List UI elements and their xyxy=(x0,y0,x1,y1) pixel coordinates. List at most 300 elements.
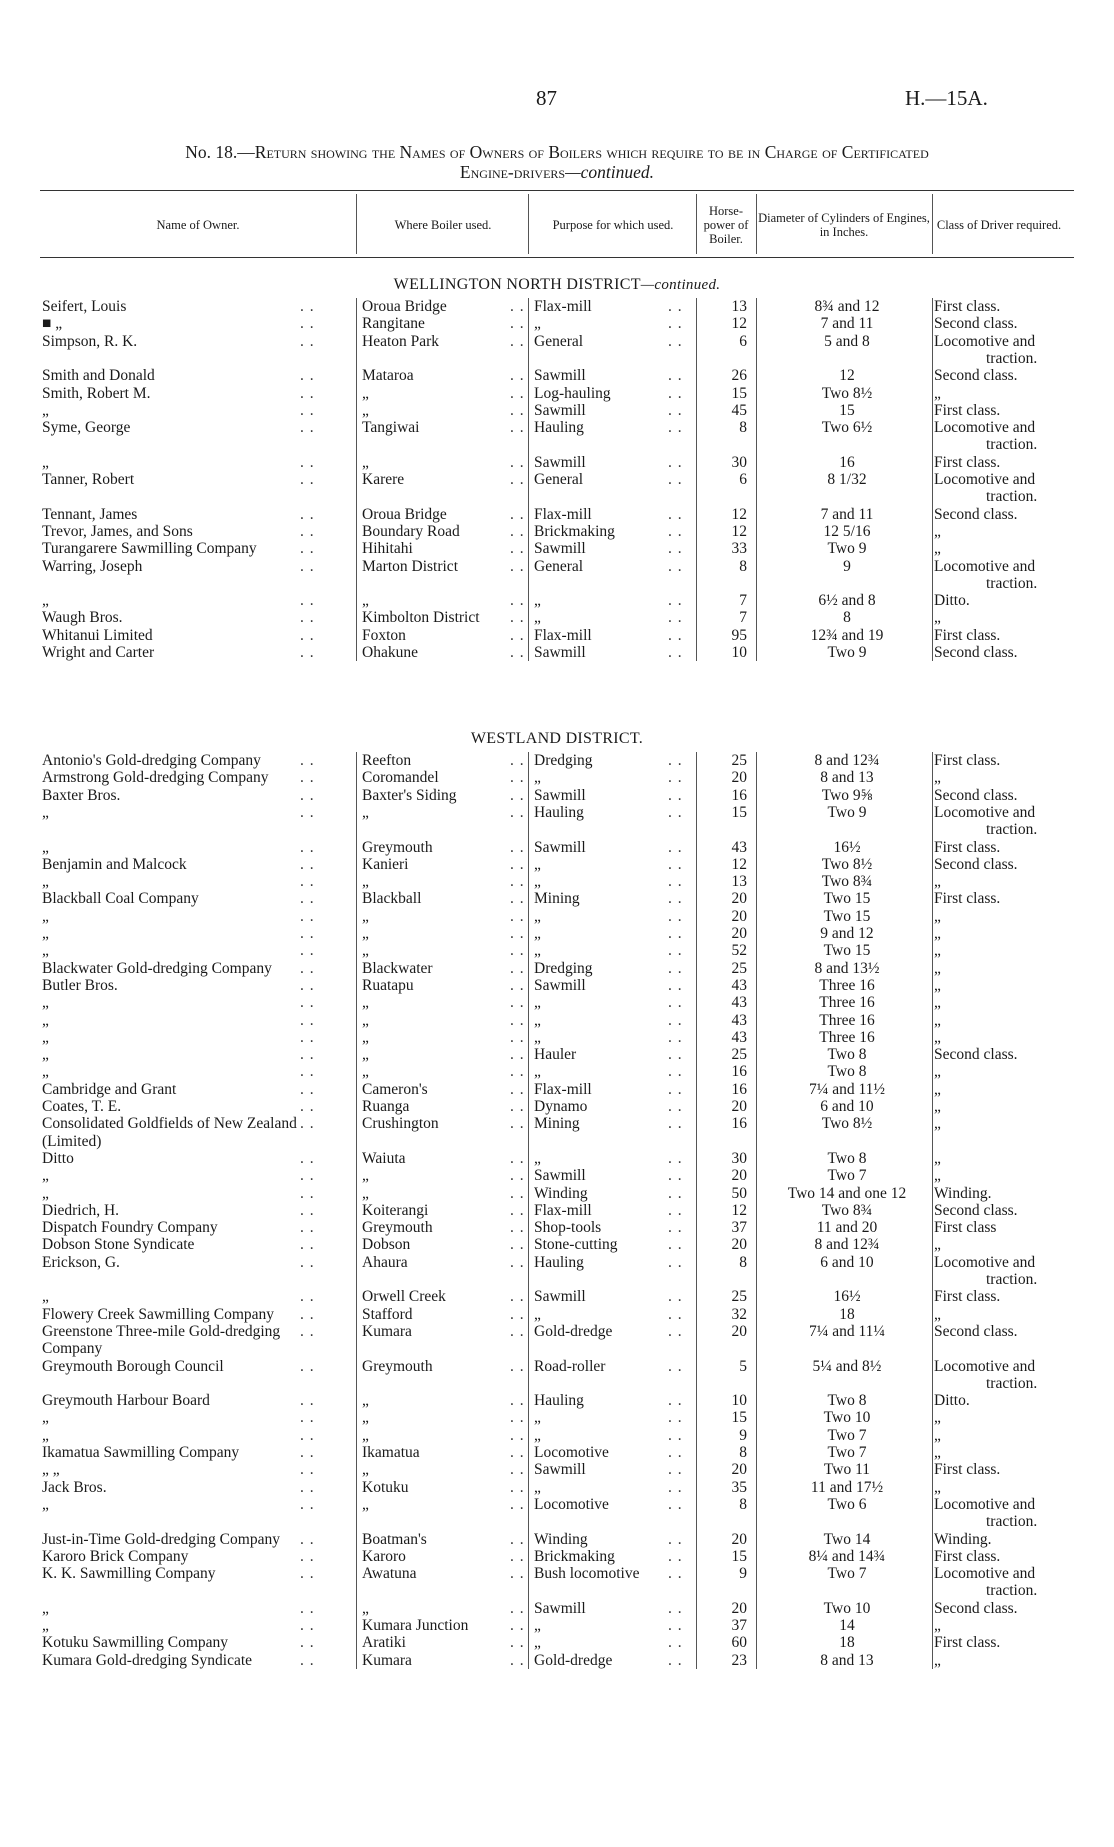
table-row xyxy=(0,1254,1114,1271)
boiler-purpose: Shop-tools xyxy=(534,1219,602,1237)
leader-dots: . . xyxy=(668,609,683,627)
leader-dots: . . xyxy=(510,1115,525,1133)
column-divider xyxy=(696,298,697,661)
horse-power: 20 xyxy=(731,890,747,908)
cylinder-diameter: Two 7 xyxy=(827,1167,867,1185)
leader-dots: . . xyxy=(510,907,525,925)
boiler-purpose: Flax-mill xyxy=(534,1080,592,1098)
owner-name: Karoro Brick Company xyxy=(42,1547,189,1565)
cylinder-diameter: 12 xyxy=(839,367,855,385)
leader-dots: . . xyxy=(668,1063,683,1081)
driver-class: Winding. xyxy=(934,1530,992,1548)
cylinder-diameter: Two 8¾ xyxy=(821,873,873,891)
boiler-purpose: Winding xyxy=(534,1184,588,1202)
cylinder-diameter: 12¾ and 19 xyxy=(810,626,884,644)
boiler-location: Greymouth xyxy=(362,838,433,856)
leader-dots: . . xyxy=(300,976,315,994)
horse-power: 30 xyxy=(731,453,747,471)
boiler-location: Tangiwai xyxy=(362,419,420,437)
driver-class: Second class. xyxy=(934,1201,1018,1219)
cylinder-diameter: 5¼ and 8½ xyxy=(812,1357,882,1375)
owner-name: Seifert, Louis xyxy=(42,298,127,315)
owner-name: Greenstone Three-mile Gold-dredging xyxy=(42,1322,281,1340)
column-divider xyxy=(756,752,757,1669)
cylinder-diameter: Two 6 xyxy=(827,1495,867,1513)
leader-dots: . . xyxy=(300,1409,315,1427)
owner-name: „ xyxy=(42,401,49,419)
leader-dots: . . xyxy=(668,332,683,350)
boiler-location: Cameron's xyxy=(362,1080,428,1098)
leader-dots: . . xyxy=(668,838,683,856)
leader-dots: . . xyxy=(668,419,683,437)
header-column-divider xyxy=(528,194,529,254)
col-header-purpose: Purpose for which used. xyxy=(552,218,674,232)
leader-dots: . . xyxy=(300,1357,315,1375)
cylinder-diameter: Three 16 xyxy=(819,976,875,994)
leader-dots: . . xyxy=(668,1098,683,1115)
leader-dots: . . xyxy=(668,1046,683,1064)
leader-dots: . . xyxy=(300,1426,315,1444)
owner-name: Baxter Bros. xyxy=(42,786,121,804)
leader-dots: . . xyxy=(668,1184,683,1202)
leader-dots: . . xyxy=(300,1305,315,1323)
owner-name: Dobson Stone Syndicate xyxy=(42,1236,195,1254)
col-header-diameter: Diameter of Cylinders of Engines, in Inches. xyxy=(758,211,930,239)
boiler-location: „ xyxy=(362,592,369,610)
table-row xyxy=(0,1531,1114,1548)
boiler-purpose: „ xyxy=(534,1478,541,1496)
cylinder-diameter: Two 9⅝ xyxy=(821,786,873,804)
driver-class: Locomotive and xyxy=(934,803,1036,821)
horse-power: 20 xyxy=(731,769,747,787)
owner-name: „ xyxy=(42,1167,49,1185)
driver-class: „ xyxy=(934,384,941,402)
driver-class: „ xyxy=(934,907,941,925)
owner-name: „ xyxy=(42,1617,49,1634)
driver-class: First class. xyxy=(934,453,1001,471)
boiler-purpose: Dynamo xyxy=(534,1098,588,1115)
leader-dots: . . xyxy=(668,298,683,315)
boiler-location: Mataroa xyxy=(362,367,414,385)
boiler-purpose: Hauling xyxy=(534,1392,584,1410)
leader-dots: . . xyxy=(510,994,525,1012)
cylinder-diameter: Two 11 xyxy=(823,1461,871,1479)
table-row-continuation xyxy=(0,1582,1114,1599)
cylinder-diameter: 7¼ and 11½ xyxy=(808,1080,886,1098)
leader-dots: . . xyxy=(510,1184,525,1202)
table-row xyxy=(0,1288,1114,1305)
driver-class-continued: traction. xyxy=(986,821,1038,839)
driver-class-continued: traction. xyxy=(986,1513,1038,1531)
column-divider xyxy=(528,752,529,1669)
boiler-location: Blackball xyxy=(362,890,422,908)
cylinder-diameter: 8 and 12¾ xyxy=(814,752,880,769)
leader-dots: . . xyxy=(300,557,315,575)
leader-dots: . . xyxy=(300,453,315,471)
leader-dots: . . xyxy=(668,644,683,661)
boiler-purpose: Sawmill xyxy=(534,786,586,804)
boiler-location: Rangitane xyxy=(362,315,425,333)
driver-class-continued: traction. xyxy=(986,574,1038,592)
boiler-location: Ikamatua xyxy=(362,1444,420,1461)
driver-class: „ xyxy=(934,976,941,994)
leader-dots: . . xyxy=(510,505,525,523)
header-column-divider xyxy=(932,194,933,254)
owner-name: Waugh Bros. xyxy=(42,609,123,627)
owner-name: „ xyxy=(42,873,49,891)
horse-power: 37 xyxy=(731,1219,747,1237)
column-divider xyxy=(696,752,697,1669)
leader-dots: . . xyxy=(300,609,315,627)
table-row xyxy=(0,1565,1114,1582)
leader-dots: . . xyxy=(300,803,315,821)
leader-dots: . . xyxy=(300,471,315,488)
horse-power: 52 xyxy=(731,942,747,960)
horse-power: 9 xyxy=(739,1565,747,1583)
leader-dots: . . xyxy=(300,925,315,942)
boiler-purpose: „ xyxy=(534,1409,541,1427)
leader-dots: . . xyxy=(510,1478,525,1496)
cylinder-diameter: 7¼ and 11¼ xyxy=(808,1322,886,1340)
owner-name: Blackball Coal Company xyxy=(42,890,199,908)
leader-dots: . . xyxy=(668,752,683,769)
cylinder-diameter: Two 8 xyxy=(827,1063,867,1081)
leader-dots: . . xyxy=(510,1253,525,1271)
table-row xyxy=(0,1236,1114,1253)
horse-power: 6 xyxy=(739,471,747,488)
boiler-purpose: Brickmaking xyxy=(534,522,615,540)
boiler-location: „ xyxy=(362,1167,369,1185)
column-divider xyxy=(932,298,933,661)
table-row xyxy=(0,1444,1114,1461)
cylinder-diameter: 16½ xyxy=(833,838,861,856)
leader-dots: . . xyxy=(668,994,683,1012)
leader-dots: . . xyxy=(510,1167,525,1185)
boiler-location: Blackwater xyxy=(362,959,433,977)
leader-dots: . . xyxy=(510,873,525,891)
boiler-location: Reefton xyxy=(362,752,412,769)
cylinder-diameter: 8 and 13 xyxy=(820,769,874,787)
leader-dots: . . xyxy=(668,803,683,821)
horse-power: 12 xyxy=(731,522,747,540)
title-line2-text: Engine-drivers xyxy=(459,162,566,182)
table-row xyxy=(0,1479,1114,1496)
leader-dots: . . xyxy=(668,786,683,804)
leader-dots: . . xyxy=(668,959,683,977)
driver-class: „ xyxy=(934,609,941,627)
horse-power: 43 xyxy=(731,976,747,994)
table-row-continuation xyxy=(0,350,1114,367)
horse-power: 60 xyxy=(731,1634,747,1652)
boiler-purpose: Bush locomotive xyxy=(534,1565,640,1583)
cylinder-diameter: 6 and 10 xyxy=(820,1098,874,1115)
driver-class: „ xyxy=(934,1167,941,1185)
cylinder-diameter: Three 16 xyxy=(819,1028,875,1046)
driver-class: „ xyxy=(934,1426,941,1444)
leader-dots: . . xyxy=(300,1011,315,1029)
boiler-purpose: Hauler xyxy=(534,1046,577,1064)
boiler-location: „ xyxy=(362,994,369,1012)
owner-name: Smith and Donald xyxy=(42,367,155,385)
boiler-location: Karere xyxy=(362,471,405,488)
owner-name: Turangarere Sawmilling Company xyxy=(42,540,257,558)
owner-name: Tanner, Robert xyxy=(42,471,135,488)
leader-dots: . . xyxy=(300,1288,315,1306)
driver-class: Second class. xyxy=(934,505,1018,523)
driver-class: Second class. xyxy=(934,367,1018,385)
horse-power: 16 xyxy=(731,1115,747,1133)
leader-dots: . . xyxy=(510,1305,525,1323)
leader-dots: . . xyxy=(510,1565,525,1583)
owner-name: Armstrong Gold-dredging Company xyxy=(42,769,269,787)
leader-dots: . . xyxy=(300,1651,315,1669)
cylinder-diameter: Two 10 xyxy=(823,1599,871,1617)
horse-power: 8 xyxy=(739,1253,747,1271)
cylinder-diameter: Three 16 xyxy=(819,994,875,1012)
header-column-divider xyxy=(696,194,697,254)
boiler-purpose: Sawmill xyxy=(534,453,586,471)
leader-dots: . . xyxy=(300,786,315,804)
boiler-location: Kotuku xyxy=(362,1478,409,1496)
boiler-location: Aratiki xyxy=(362,1634,406,1652)
boiler-location: „ xyxy=(362,1184,369,1202)
leader-dots: . . xyxy=(668,1219,683,1237)
horse-power: 8 xyxy=(739,1495,747,1513)
horse-power: 35 xyxy=(731,1478,747,1496)
table-row xyxy=(0,1323,1114,1340)
owner-name: Erickson, G. xyxy=(42,1253,120,1271)
leader-dots: . . xyxy=(300,890,315,908)
boiler-location: „ xyxy=(362,1599,369,1617)
driver-class: „ xyxy=(934,1478,941,1496)
leader-dots: . . xyxy=(510,522,525,540)
table-row xyxy=(0,1063,1114,1080)
owner-name: Benjamin and Malcock xyxy=(42,855,187,873)
column-divider xyxy=(528,298,529,661)
table-row xyxy=(0,402,1114,419)
leader-dots: . . xyxy=(668,1011,683,1029)
driver-class: Locomotive and xyxy=(934,419,1036,437)
table-row xyxy=(0,769,1114,786)
cylinder-diameter: Two 7 xyxy=(827,1444,867,1461)
driver-class: First class xyxy=(934,1219,997,1237)
owner-name: „ xyxy=(42,453,49,471)
table-row-continuation xyxy=(0,1513,1114,1530)
leader-dots: . . xyxy=(300,1167,315,1185)
leader-dots: . . xyxy=(300,959,315,977)
owner-name: Flowery Creek Sawmilling Company xyxy=(42,1305,275,1323)
table-row xyxy=(0,1306,1114,1323)
horse-power: 26 xyxy=(731,367,747,385)
leader-dots: . . xyxy=(300,1219,315,1237)
leader-dots: . . xyxy=(668,1357,683,1375)
cylinder-diameter: 11 and 17½ xyxy=(810,1478,884,1496)
driver-class: Locomotive and xyxy=(934,557,1036,575)
boiler-purpose: „ xyxy=(534,925,541,942)
driver-class-continued: traction. xyxy=(986,436,1038,454)
driver-class: „ xyxy=(934,925,941,942)
driver-class: Locomotive and xyxy=(934,471,1036,488)
leader-dots: . . xyxy=(300,401,315,419)
boiler-location: Oroua Bridge xyxy=(362,298,447,315)
boiler-purpose: General xyxy=(534,557,584,575)
leader-dots: . . xyxy=(300,505,315,523)
driver-class: „ xyxy=(934,769,941,787)
horse-power: 15 xyxy=(731,384,747,402)
leader-dots: . . xyxy=(300,592,315,610)
driver-class: Locomotive and xyxy=(934,332,1036,350)
driver-class: First class. xyxy=(934,838,1001,856)
cylinder-diameter: 8 and 13½ xyxy=(814,959,880,977)
leader-dots: . . xyxy=(510,1288,525,1306)
horse-power: 13 xyxy=(731,873,747,891)
leader-dots: . . xyxy=(300,315,315,333)
cylinder-diameter: 12 5/16 xyxy=(823,522,871,540)
driver-class: „ xyxy=(934,873,941,891)
cylinder-diameter: Two 14 xyxy=(823,1530,871,1548)
table-row xyxy=(0,804,1114,821)
boiler-location: Boundary Road xyxy=(362,522,460,540)
boiler-location: Ohakune xyxy=(362,644,418,661)
col-header-where: Where Boiler used. xyxy=(394,218,492,232)
leader-dots: . . xyxy=(300,332,315,350)
boiler-location: „ xyxy=(362,1011,369,1029)
leader-dots: . . xyxy=(668,1167,683,1185)
boiler-location: Boatman's xyxy=(362,1530,427,1548)
table-row xyxy=(0,454,1114,471)
cylinder-diameter: Two 6½ xyxy=(821,419,873,437)
leader-dots: . . xyxy=(300,1063,315,1081)
table-row-continuation xyxy=(0,1133,1114,1150)
owner-name: „ xyxy=(42,592,49,610)
table-row xyxy=(0,592,1114,609)
boiler-purpose: „ xyxy=(534,1063,541,1081)
table-row xyxy=(0,1202,1114,1219)
cylinder-diameter: 16½ xyxy=(833,1288,861,1306)
leader-dots: . . xyxy=(510,838,525,856)
leader-dots: . . xyxy=(300,298,315,315)
leader-dots: . . xyxy=(510,1028,525,1046)
header-bottom-rule xyxy=(40,257,1074,258)
leader-dots: . . xyxy=(668,1149,683,1167)
leader-dots: . . xyxy=(668,1461,683,1479)
boiler-purpose: Stone-cutting xyxy=(534,1236,618,1254)
driver-class: „ xyxy=(934,1028,941,1046)
driver-class: Second class. xyxy=(934,644,1018,661)
table-row xyxy=(0,298,1114,315)
leader-dots: . . xyxy=(668,1253,683,1271)
leader-dots: . . xyxy=(300,1184,315,1202)
driver-class: First class. xyxy=(934,626,1001,644)
boiler-purpose: Sawmill xyxy=(534,367,586,385)
owner-name: „ xyxy=(42,1063,49,1081)
leader-dots: . . xyxy=(300,384,315,402)
owner-name: Simpson, R. K. xyxy=(42,332,138,350)
cylinder-diameter: Three 16 xyxy=(819,1011,875,1029)
table-row xyxy=(0,1115,1114,1132)
table-row xyxy=(0,960,1114,977)
leader-dots: . . xyxy=(668,1495,683,1513)
cylinder-diameter: Two 8½ xyxy=(821,384,873,402)
leader-dots: . . xyxy=(668,855,683,873)
driver-class: First class. xyxy=(934,1461,1001,1479)
driver-class: Second class. xyxy=(934,1322,1018,1340)
driver-class: First class. xyxy=(934,298,1001,315)
page-number: 87 xyxy=(536,86,557,110)
boiler-location: Awatuna xyxy=(362,1565,417,1583)
owner-name: Jack Bros. xyxy=(42,1478,107,1496)
section-title: WESTLAND DISTRICT. xyxy=(470,730,644,747)
owner-name-continued: Company xyxy=(42,1340,103,1358)
table-row xyxy=(0,333,1114,350)
boiler-purpose: Sawmill xyxy=(534,540,586,558)
boiler-location: Stafford xyxy=(362,1305,413,1323)
leader-dots: . . xyxy=(510,890,525,908)
leader-dots: . . xyxy=(300,419,315,437)
cylinder-diameter: 7 and 11 xyxy=(820,505,874,523)
leader-dots: . . xyxy=(300,855,315,873)
leader-dots: . . xyxy=(510,1547,525,1565)
horse-power: 12 xyxy=(731,855,747,873)
driver-class: „ xyxy=(934,522,941,540)
driver-class: First class. xyxy=(934,401,1001,419)
table-row xyxy=(0,908,1114,925)
leader-dots: . . xyxy=(668,1409,683,1427)
boiler-purpose: Flax-mill xyxy=(534,626,592,644)
boiler-location: Marton District xyxy=(362,557,458,575)
boiler-location: „ xyxy=(362,1392,369,1410)
owner-name: „ xyxy=(42,1028,49,1046)
leader-dots: . . xyxy=(510,959,525,977)
leader-dots: . . xyxy=(510,453,525,471)
table-row xyxy=(0,1427,1114,1444)
owner-name: Wright and Carter xyxy=(42,644,155,661)
horse-power: 15 xyxy=(731,1547,747,1565)
boiler-purpose: „ xyxy=(534,315,541,333)
horse-power: 30 xyxy=(731,1149,747,1167)
boiler-location: Karoro xyxy=(362,1547,406,1565)
owner-name: „ xyxy=(42,1046,49,1064)
section-continued: —continued. xyxy=(640,277,721,293)
driver-class-continued: traction. xyxy=(986,1582,1038,1600)
boiler-purpose: „ xyxy=(534,1617,541,1634)
leader-dots: . . xyxy=(668,769,683,787)
horse-power: 5 xyxy=(739,1357,747,1375)
horse-power: 8 xyxy=(739,557,747,575)
owner-name: Dispatch Foundry Company xyxy=(42,1219,218,1237)
table-row xyxy=(0,1150,1114,1167)
table-row xyxy=(0,1219,1114,1236)
cylinder-diameter: Two 15 xyxy=(823,907,871,925)
leader-dots: . . xyxy=(300,1530,315,1548)
leader-dots: . . xyxy=(300,1495,315,1513)
driver-class: „ xyxy=(934,959,941,977)
driver-class: Second class. xyxy=(934,855,1018,873)
cylinder-diameter: Two 8 xyxy=(827,1149,867,1167)
col-header-hp: Horse-power of Boiler. xyxy=(703,204,749,246)
leader-dots: . . xyxy=(668,873,683,891)
leader-dots: . . xyxy=(510,471,525,488)
boiler-location: „ xyxy=(362,1409,369,1427)
driver-class: Winding. xyxy=(934,1184,992,1202)
boiler-location: Koiterangi xyxy=(362,1201,429,1219)
leader-dots: . . xyxy=(510,1063,525,1081)
leader-dots: . . xyxy=(510,855,525,873)
driver-class: „ xyxy=(934,1098,941,1115)
leader-dots: . . xyxy=(510,1651,525,1669)
boiler-purpose: „ xyxy=(534,592,541,610)
leader-dots: . . xyxy=(668,907,683,925)
